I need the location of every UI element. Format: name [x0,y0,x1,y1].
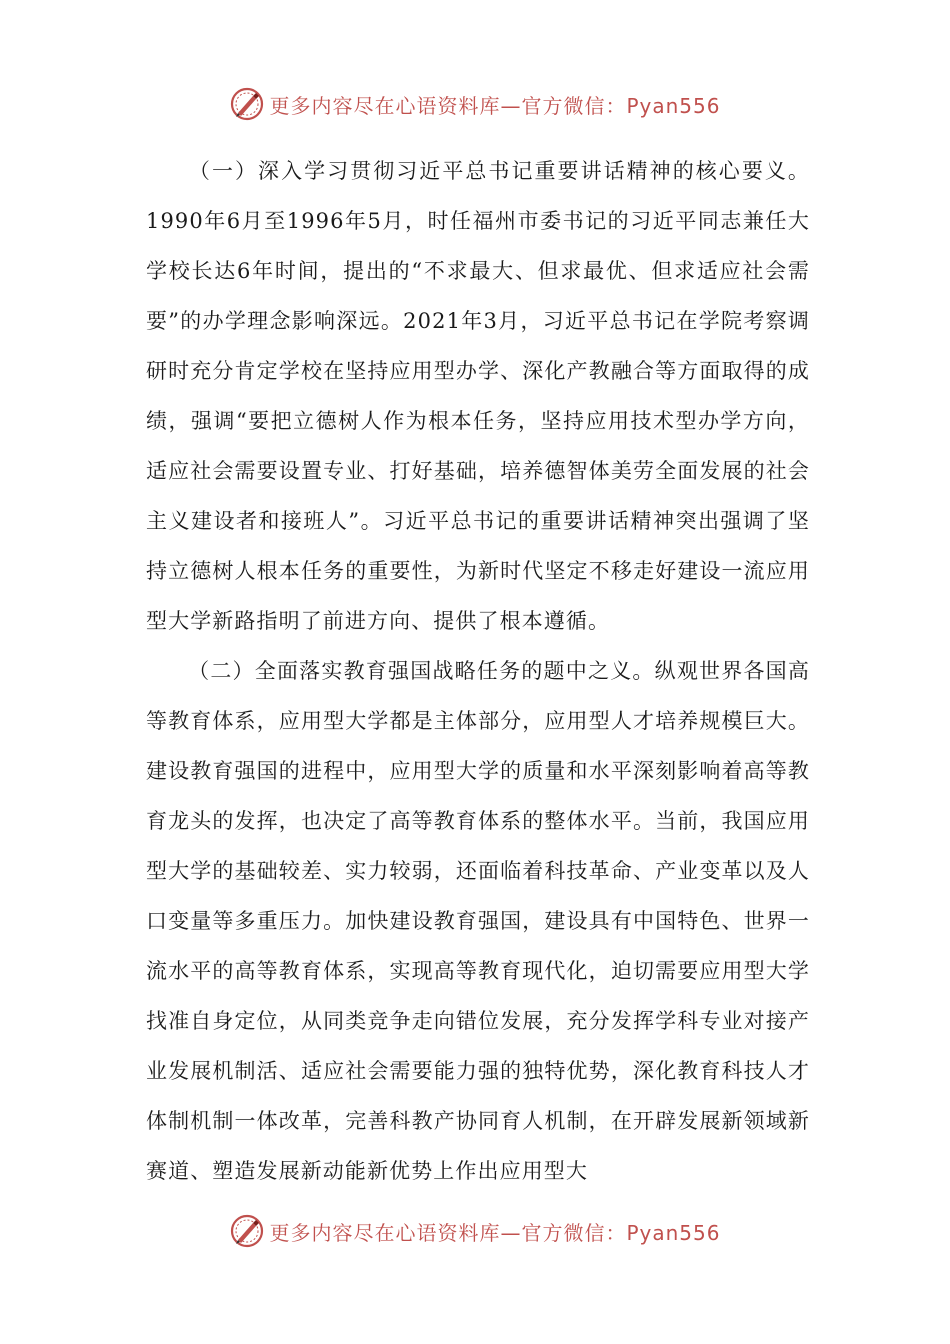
pen-seal-logo-icon [229,1213,265,1249]
banner-text: 更多内容尽在心语资料库—官方微信：Pyan556 [269,1220,721,1245]
banner-text: 更多内容尽在心语资料库—官方微信：Pyan556 [269,93,721,118]
paragraph-2-text: （二）全面落实教育强国战略任务的题中之义。纵观世界各国高等教育体系，应用型大学都是主体部分，应用型人才培养规模巨大。建设教育强国的进程中，应用型大学的质量和水平深刻影响着高等教育龙头的发挥，也决定了高等教育体系的整体水平。当前，我国应用型大学的基础较差、实力较弱，还面临着科技革命、产业变革以及人口变量等多重压力。加快建设教育强国，建设具有中国特色、世界一流水平的高等教育体系，实现高等教育现代化，迫切需要应用型大学找准自身定位，从同类竞争走向错位发展，充分发挥学科专业对接产业发展机制活、适应社会需要能力强的独特优势，深化教育科技人才体制机制一体改革，完善科教产协同育人机制，在开辟发展新领域新赛道、塑造发展新动能新优势上作出应用型大 [146,659,810,1183]
paragraph-1-text: （一）深入学习贯彻习近平总书记重要讲话精神的核心要义。1990年6月至1996年5月，时任福州市委书记的习近平同志兼任大学校长达6年时间，提出的“不求最大、但求最优、但求适应社会需要”的办学理念影响深远。2021年3月，习近平总书记在学院考察调研时充分肯定学校在坚持应用型办学、深化产教融合等方面取得的成绩，强调“要把立德树人作为根本任务，坚持应用技术型办学方向，适应社会需要设置专业、打好基础，培养德智体美劳全面发展的社会主义建设者和接班人”。习近平总书记的重要讲话精神突出强调了坚持立德树人根本任务的重要性，为新时代坚定不移走好建设一流应用型大学新路指明了前进方向、提供了根本遵循。 [146,159,810,633]
paragraph-1 [146,146,810,646]
footer-banner [0,1209,950,1253]
header-banner [0,82,950,126]
pen-seal-logo-icon [229,86,265,122]
paragraph-2 [146,646,810,1196]
